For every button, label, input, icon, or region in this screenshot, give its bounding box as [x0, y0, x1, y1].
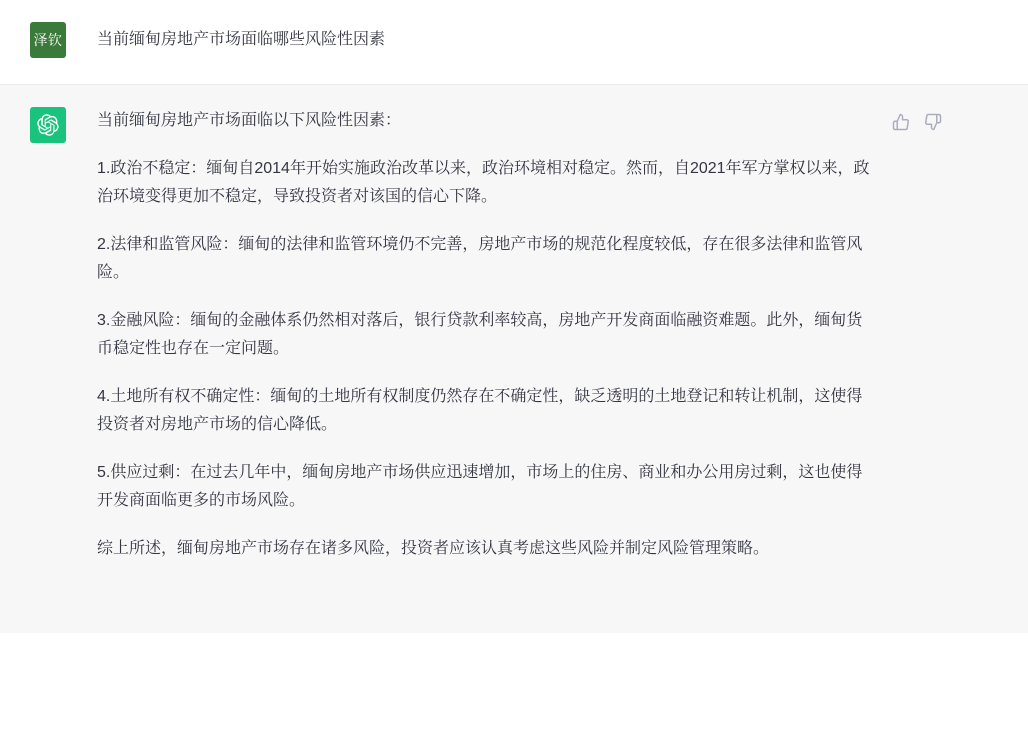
assistant-paragraph: 1.政治不稳定：缅甸自2014年开始实施政治改革以来，政治环境相对稳定。然而，自2021年军方掌权以来，政治环境变得更加不稳定，导致投资者对该国的信心下降。 — [97, 160, 870, 205]
assistant-paragraph: 2.法律和监管风险：缅甸的法律和监管环境仍不完善，房地产市场的规范化程度较低，存在很多法律和监管风险。 — [97, 236, 863, 281]
assistant-paragraph: 当前缅甸房地产市场面临以下风险性因素： — [97, 112, 402, 129]
assistant-avatar — [30, 107, 66, 143]
openai-logo-icon — [37, 114, 59, 136]
thumbs-down-icon[interactable] — [924, 113, 942, 131]
thumbs-up-icon[interactable] — [892, 113, 910, 131]
assistant-paragraph: 5.供应过剩：在过去几年中，缅甸房地产市场供应迅速增加，市场上的住房、商业和办公用房过剩，这也使得开发商面临更多的市场风险。 — [97, 464, 863, 509]
user-avatar-label: 泽钦 — [33, 32, 63, 48]
assistant-message-inner — [0, 107, 1028, 563]
user-message-inner — [0, 22, 1028, 58]
assistant-message — [0, 85, 1028, 593]
assistant-message-text — [97, 107, 875, 563]
assistant-paragraph: 综上所述，缅甸房地产市场存在诸多风险，投资者应该认真考虑这些风险并制定风险管理策略。 — [97, 540, 770, 557]
user-message-text: 当前缅甸房地产市场面临哪些风险性因素 — [97, 31, 386, 48]
assistant-paragraph: 3.金融风险：缅甸的金融体系仍然相对落后，银行贷款利率较高，房地产开发商面临融资难题。此外，缅甸货币稳定性也存在一定问题。 — [97, 312, 863, 357]
assistant-paragraph: 4.土地所有权不确定性：缅甸的土地所有权制度仍然存在不确定性，缺乏透明的土地登记和转让机制，这使得投资者对房地产市场的信心降低。 — [97, 388, 863, 433]
user-message — [0, 0, 1028, 85]
message-actions — [892, 113, 942, 131]
message-bottom-spacer — [0, 593, 1028, 633]
user-avatar — [30, 22, 66, 58]
